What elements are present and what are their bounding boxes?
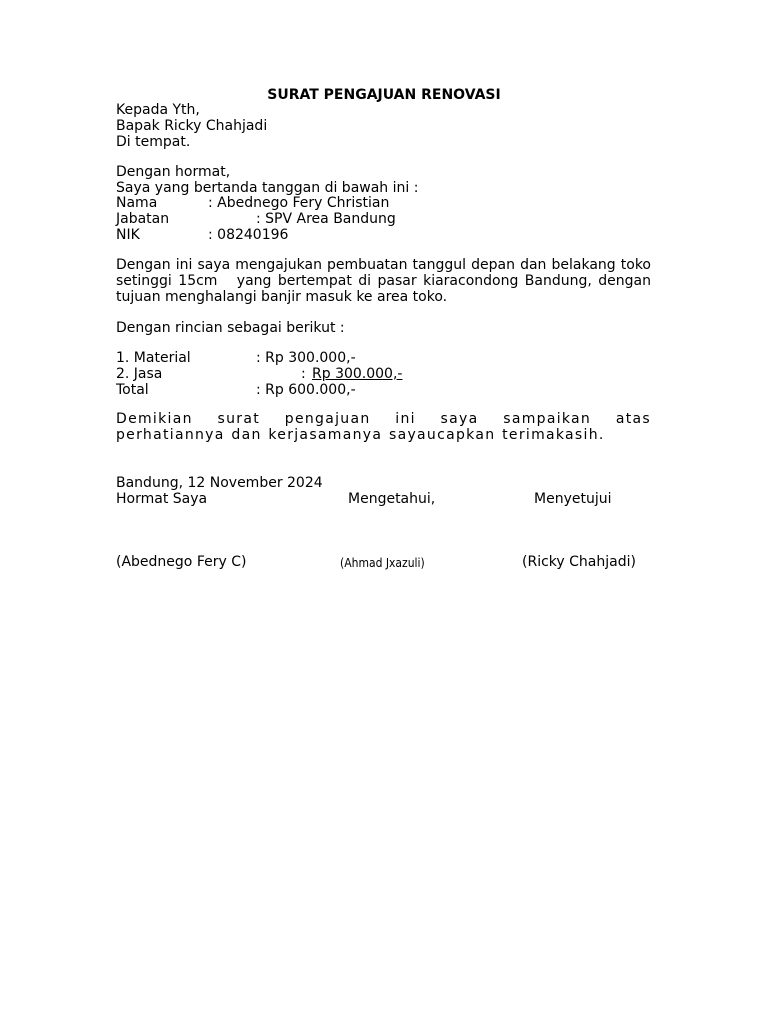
letter-title: SURAT PENGAJUAN RENOVASI (267, 87, 501, 103)
address-line-1: Kepada Yth, (116, 102, 200, 118)
closing-paragraph: Demikian surat pengajuan ini saya sampaikan atas perhatiannya dan kerjasamanya sayaucapkan terimakasih. (116, 411, 651, 443)
position-value: : SPV Area Bandung (256, 211, 396, 227)
cost-item-1-value: : Rp 300.000,- (256, 350, 356, 366)
cost-item-2-label: 2. Jasa (116, 366, 163, 382)
signature-name-approver: (Ricky Chahjadi) (522, 554, 636, 570)
signature-heading-sender: Hormat Saya (116, 491, 208, 507)
cost-item-2-colon: : (301, 366, 311, 382)
body-paragraph: Dengan ini saya mengajukan pembuatan tanggul depan dan belakang toko setinggi 15cm yang bertempat di pasar kiaracondong Bandung, dengan tujuan menghalangi banjir masuk ke area toko. (116, 257, 656, 305)
details-intro: Dengan rincian sebagai berikut : (116, 320, 345, 336)
address-line-3: Di tempat. (116, 134, 191, 150)
cost-total-label: Total (116, 382, 149, 398)
cost-total-value: : Rp 600.000,- (256, 382, 356, 398)
name-label: Nama (116, 195, 158, 211)
cost-item-2-value: Rp 300.000,- (312, 366, 403, 382)
greeting: Dengan hormat, (116, 164, 231, 180)
name-value: : Abednego Fery Christian (208, 195, 390, 211)
address-line-2: Bapak Ricky Chahjadi (116, 118, 268, 134)
signature-heading-approver: Menyetujui (534, 491, 612, 507)
cost-item-1-label: 1. Material (116, 350, 191, 366)
date-place: Bandung, 12 November 2024 (116, 475, 323, 491)
intro-line: Saya yang bertanda tanggan di bawah ini : (116, 180, 419, 196)
signature-name-acknowledger: (Ahmad Jxazuli) (340, 556, 425, 570)
position-label: Jabatan (116, 211, 170, 227)
signature-heading-acknowledger: Mengetahui, (348, 491, 436, 507)
signature-name-sender: (Abednego Fery C) (116, 554, 247, 570)
nik-value: : 08240196 (208, 227, 289, 243)
nik-label: NIK (116, 227, 140, 243)
